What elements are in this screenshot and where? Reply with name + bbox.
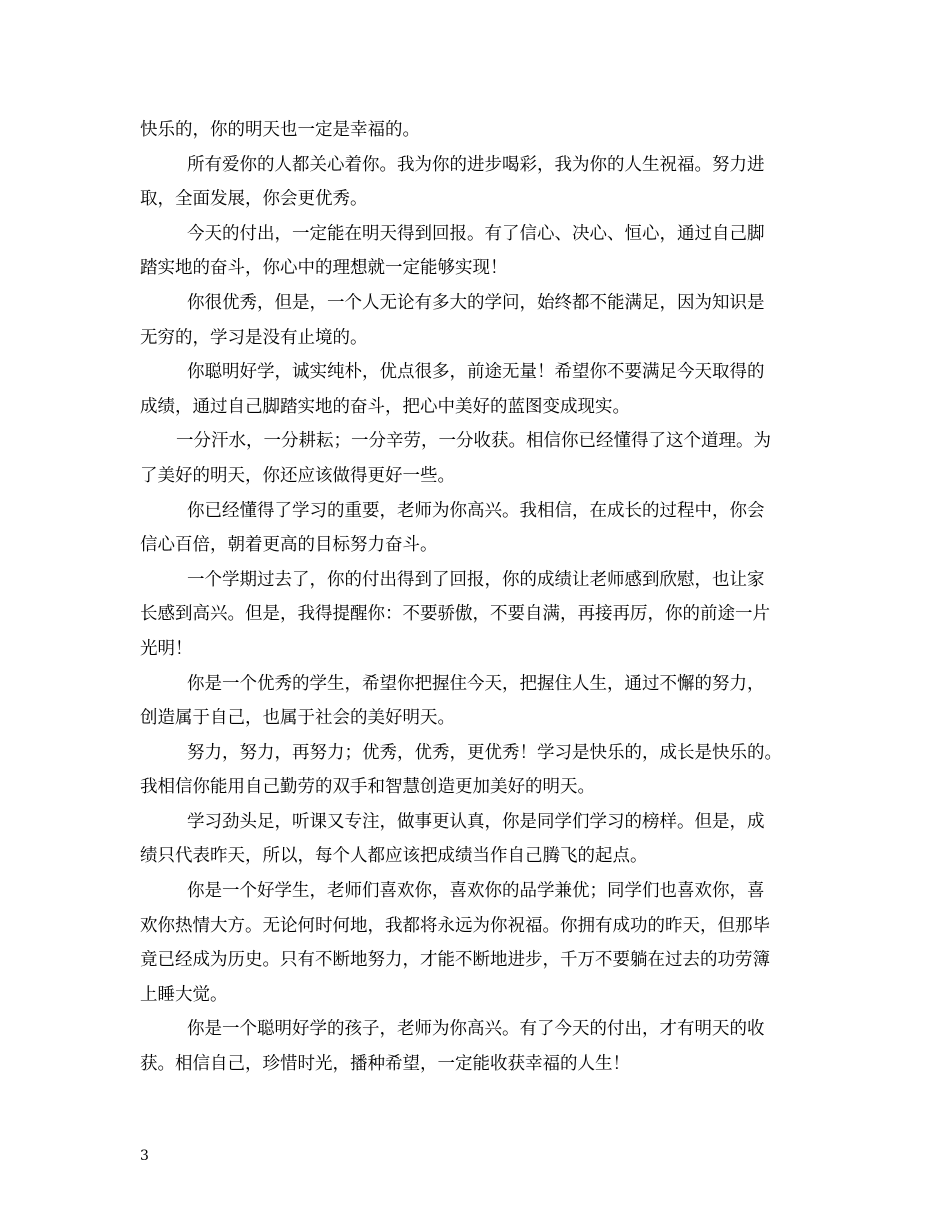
- paragraph-line: 绩只代表昨天，所以，每个人都应该把成绩当作自己腾飞的起点。: [140, 846, 648, 867]
- paragraph-line: 一分汗水，一分耕耘；一分辛劳，一分收获。相信你已经懂得了这个道理。为: [176, 431, 771, 452]
- paragraph-line: 你已经懂得了学习的重要，老师为你高兴。我相信，在成长的过程中，你会: [187, 500, 765, 521]
- paragraph-line: 一个学期过去了，你的付出得到了回报，你的成绩让老师感到欣慰，也让家: [187, 569, 765, 590]
- paragraph-line: 今天的付出，一定能在明天得到回报。有了信心、决心、恒心，通过自己脚: [187, 223, 765, 244]
- paragraph-line: 你聪明好学，诚实纯朴，优点很多，前途无量！希望你不要满足今天取得的: [187, 362, 765, 383]
- paragraph-line: 你很优秀，但是，一个人无论有多大的学问，始终都不能满足，因为知识是: [187, 292, 765, 313]
- paragraph-line: 了美好的明天，你还应该做得更好一些。: [140, 465, 455, 486]
- paragraph-line: 学习劲头足，听课又专注，做事更认真，你是同学们学习的榜样。但是，成: [187, 811, 765, 832]
- paragraph-line: 快乐的，你的明天也一定是幸福的。: [140, 120, 420, 140]
- paragraph-line: 光明！: [140, 638, 193, 659]
- document-body: [140, 113, 825, 1082]
- paragraph-line: 竟已经成为历史。只有不断地努力，才能不断地进步，千万不要躺在过去的功劳簿: [140, 950, 770, 971]
- paragraph-line: 努力，努力，再努力；优秀，优秀，更优秀！学习是快乐的，成长是快乐的。: [187, 742, 782, 763]
- paragraph-line: 你是一个优秀的学生，希望你把握住今天，把握住人生，通过不懈的努力，: [187, 673, 765, 694]
- paragraph-line: 长感到高兴。但是，我得提醒你：不要骄傲，不要自满，再接再厉，你的前途一片: [140, 604, 770, 625]
- paragraph-line: 信心百倍，朝着更高的目标努力奋斗。: [140, 535, 438, 556]
- paragraph-line: 成绩，通过自己脚踏实地的奋斗，把心中美好的蓝图变成现实。: [140, 396, 630, 417]
- paragraph-line: 获。相信自己，珍惜时光，播种希望，一定能收获幸福的人生！: [140, 1054, 630, 1075]
- paragraph-line: 创造属于自己，也属于社会的美好明天。: [140, 708, 455, 729]
- paragraph-line: 你是一个好学生，老师们喜欢你，喜欢你的品学兼优；同学们也喜欢你，喜: [187, 881, 765, 902]
- paragraph-line: 取，全面发展，你会更优秀。: [140, 189, 368, 210]
- paragraph-line: 我相信你能用自己勤劳的双手和智慧创造更加美好的明天。: [140, 777, 595, 798]
- paragraph-line: 上睡大觉。: [140, 984, 228, 1005]
- paragraph-line: 无穷的，学习是没有止境的。: [140, 327, 368, 348]
- page-number: 3: [140, 1148, 149, 1164]
- paragraph-line: 欢你热情大方。无论何时何地，我都将永远为你祝福。你拥有成功的昨天，但那毕: [140, 915, 770, 936]
- paragraph-line: 你是一个聪明好学的孩子，老师为你高兴。有了今天的付出，才有明天的收: [187, 1019, 765, 1040]
- paragraph-line: 踏实地的奋斗，你心中的理想就一定能够实现！: [140, 258, 508, 279]
- paragraph-line: 所有爱你的人都关心着你。我为你的进步喝彩，我为你的人生祝福。努力进: [187, 154, 765, 175]
